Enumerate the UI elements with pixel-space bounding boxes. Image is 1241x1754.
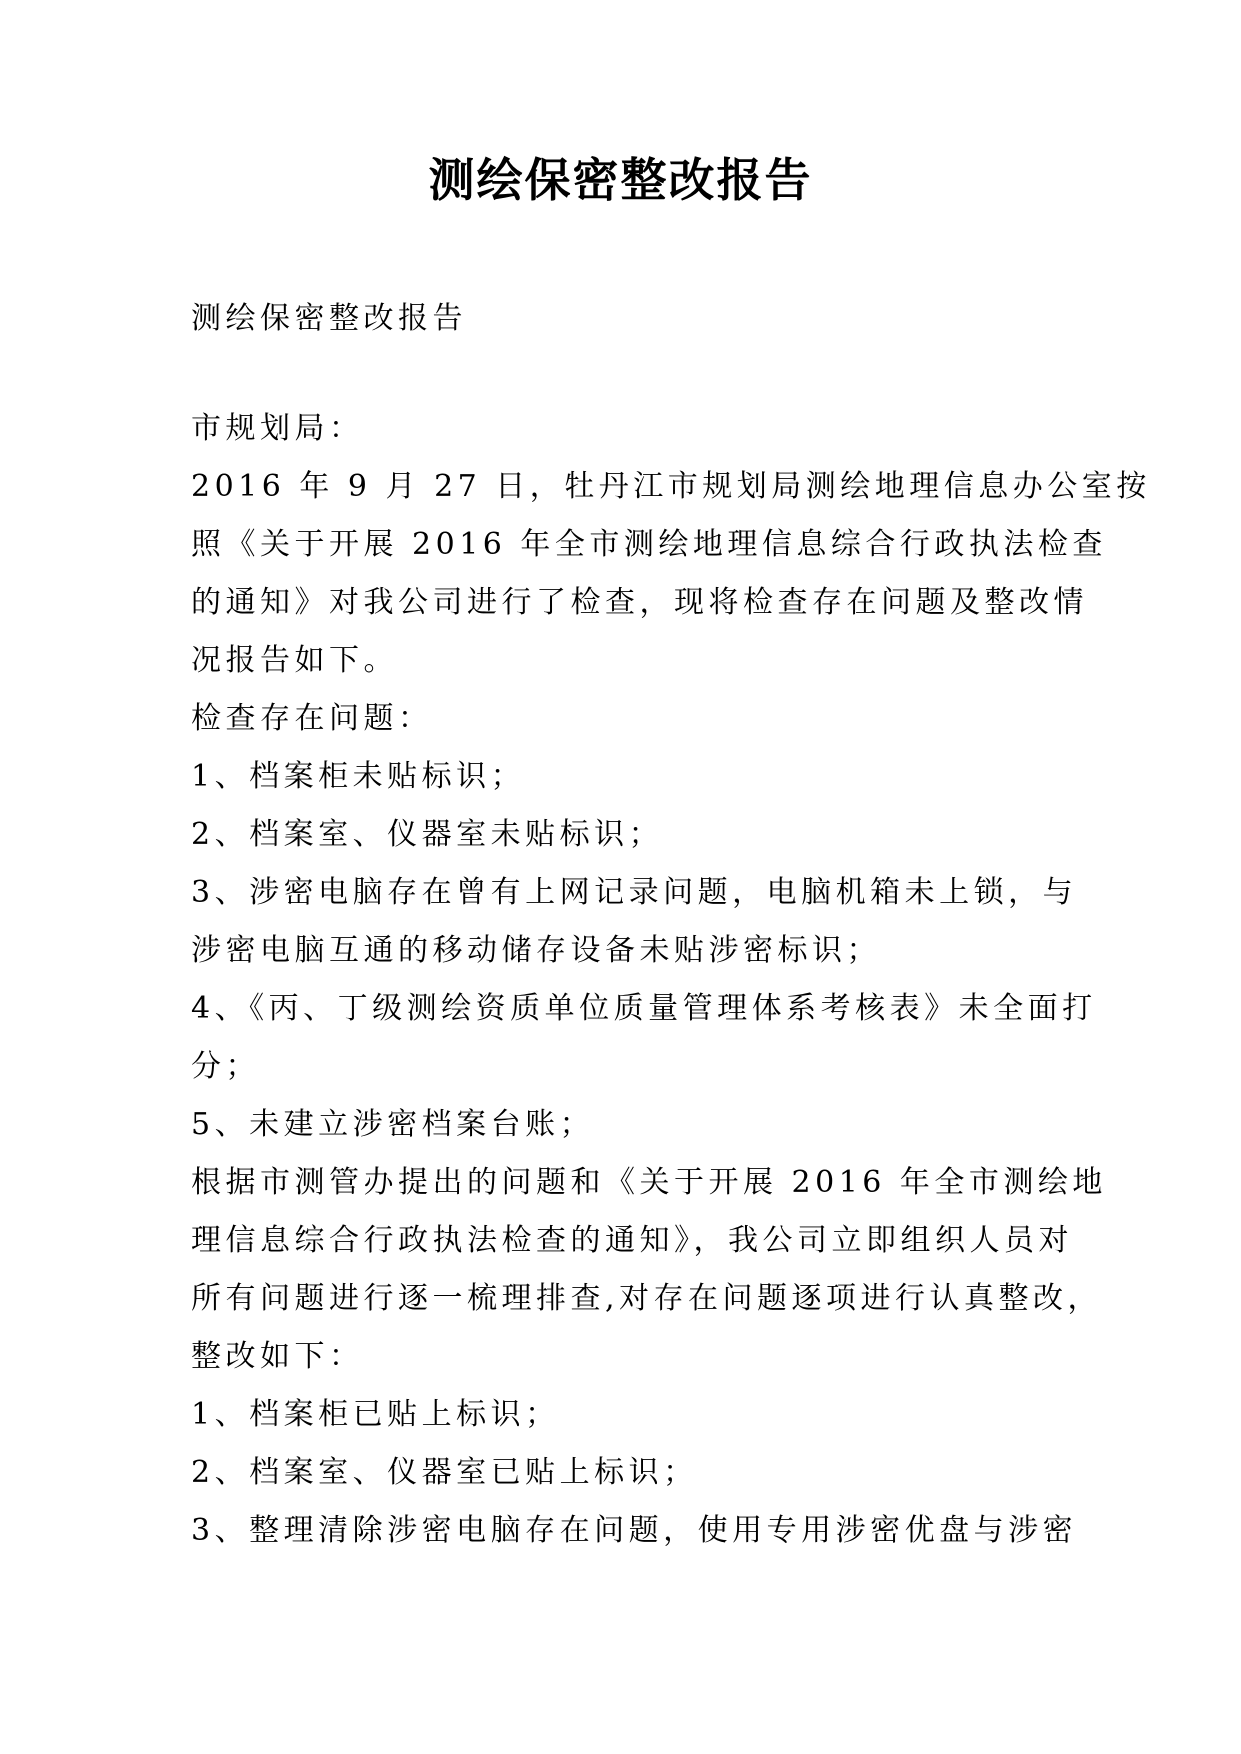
document-body — [191, 400, 1151, 1560]
document-title: 测绘保密整改报告 — [428, 153, 813, 207]
document-subtitle: 测绘保密整改报告 — [191, 301, 467, 336]
issue-item: 4、《丙、丁级测绘资质单位质量管理体系考核表》未全面打 — [191, 991, 1097, 1026]
issue-item: 1、档案柜未贴标识； — [191, 759, 526, 794]
issue-item-continued: 分； — [191, 1049, 260, 1084]
paragraph-line: 理信息综合行政执法检查的通知》，我公司立即组织人员对 — [191, 1223, 1073, 1258]
issue-item-continued: 涉密电脑互通的移动储存设备未贴涉密标识； — [191, 933, 881, 968]
paragraph-line: 所有问题进行逐一梳理排查,对存在问题逐项进行认真整改， — [191, 1281, 1103, 1316]
paragraph-line: 根据市测管办提出的问题和《关于开展 2016 年全市测绘地 — [191, 1165, 1107, 1200]
paragraph-line: 况报告如下。 — [191, 643, 398, 678]
issue-item: 3、涉密电脑存在曾有上网记录问题，电脑机箱未上锁，与 — [191, 875, 1078, 910]
paragraph-line: 照《关于开展 2016 年全市测绘地理信息综合行政执法检查 — [191, 527, 1107, 562]
section-heading: 检查存在问题： — [191, 701, 433, 736]
paragraph-line: 2016 年 9 月 27 日，牡丹江市规划局测绘地理信息办公室按 — [191, 469, 1151, 504]
section-heading: 整改如下： — [191, 1339, 364, 1374]
rectification-item: 2、档案室、仪器室已贴上标识； — [191, 1455, 698, 1490]
salutation-line: 市规划局： — [191, 411, 364, 446]
rectification-item: 1、档案柜已贴上标识； — [191, 1397, 560, 1432]
issue-item: 5、未建立涉密档案台账； — [191, 1107, 595, 1142]
paragraph-line: 的通知》对我公司进行了检查，现将检查存在问题及整改情 — [191, 585, 1088, 620]
issue-item: 2、档案室、仪器室未贴标识； — [191, 817, 664, 852]
rectification-item: 3、整理清除涉密电脑存在问题，使用专用涉密优盘与涉密 — [191, 1513, 1078, 1548]
